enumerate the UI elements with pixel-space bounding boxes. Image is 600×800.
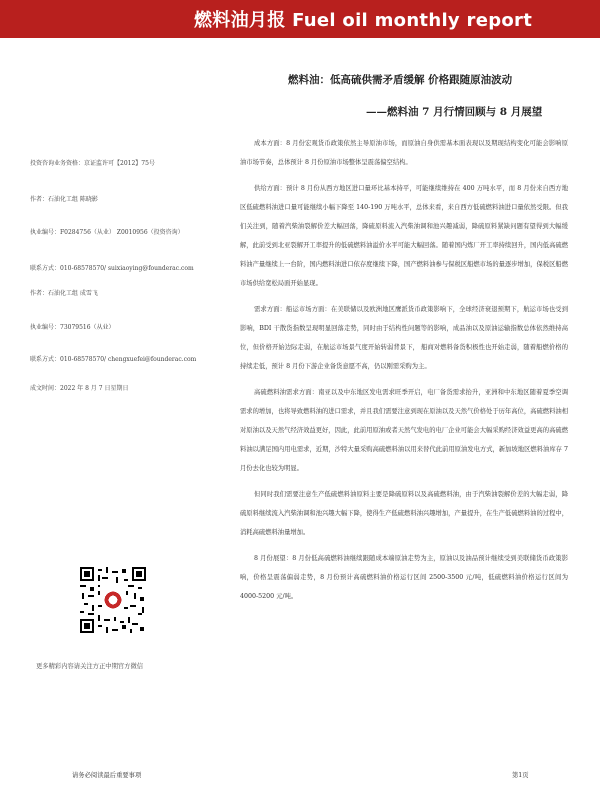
- author-2-ids: 执业编号：73079516（从业）: [30, 324, 115, 331]
- author-2: 作者：石油化工组 成雪飞: [30, 290, 98, 297]
- report-body: [240, 134, 568, 613]
- license-info: 投资咨询业务资格：京证监许可【2012】75号: [30, 160, 155, 167]
- report-date: 成文时间：2022 年 8 月 7 日星期日: [30, 385, 129, 392]
- author-1-ids: 执业编号：F0284756（从业） Z0010956（投资咨询）: [30, 229, 184, 236]
- report-subtitle: ——燃料油 7 月行情回顾与 8 月展望: [366, 106, 543, 118]
- page-number: 第1页: [512, 772, 529, 779]
- author-2-contact: 联系方式：010-68578570/ chengxuefei@founderac.com: [30, 356, 197, 363]
- paragraph-supply: 供给方面：预计 8 月份从西方地区进口量环比基本持平，可能继续维持在 400 万吨水平，而 8 月份来自西方地区低硫燃料油进口量可能继续小幅下降至 140-190 万吨水平，总体来看，来自西方低硫燃料油进口量依然受限。但我们关注到，随着汽柴油裂解价差大幅回落，降硫原料流入汽柴油调和池兴趣减弱，降硫原料紧缺问题有望得到大幅缓解，此前受到北亚裂解开工率提升的低硫燃料油溢价水平可能大幅回落。随着国内炼厂开工率持续回升，国内低高硫燃料油产量继续上一台阶，国内燃料油进口依存度继续下降，国产燃料油参与保税区船燃市场的量逐步增加，保税区船燃市场供给宽松局面开始显现。: [240, 185, 568, 287]
- paragraph-outlook: 8 月份展望：8 月份低高硫燃料油继续跟随成本端原油走势为主，原油以及油品预计继续受到美联储货币政策影响，价格呈震荡偏弱走势，8 月份预计高硫燃料油价格运行区间 2500-3500 元/吨，低硫燃料油价格运行区间为 4000-5200 元/吨。: [240, 555, 568, 600]
- wechat-qr-code: [80, 567, 146, 633]
- paragraph-low-sulfur-production: 但同时我们需要注意生产低硫燃料油原料主要是降硫原料以及高硫燃料油，由于汽柴油裂解价差的大幅走弱，降硫原料继续流入汽柴油调和池兴趣大幅下降，使得生产低硫燃料油兴趣增加，产量提升，在生产低硫燃料油的过程中，消耗高硫燃料油量增加。: [240, 491, 568, 536]
- paragraph-high-sulfur-demand: 高硫燃料油需求方面：南亚以及中东地区发电需求旺季开启，电厂备货需求抬升，亚洲和中东地区随着夏季空调需求的增加，也将导致燃料油的进口需求，并且我们需要注意到现在原油以及天然气价格处于历年高位，高硫燃料油相对原油以及天然气经济效益更好，因此，此前用原油或者天然气发电的电厂企业可能会大幅采购经济效益更高的高硫燃料油以满足国内用电需求，近期，沙特大量采购高硫燃料油以用来替代此前用原油发电方式，新加坡地区燃料油库存 7 月份去化也较为明显。: [240, 389, 568, 472]
- author-1: 作者：石油化工组 陈晓影: [30, 196, 98, 203]
- footer-notice: 请务必阅读最后重要事项: [72, 772, 142, 779]
- paragraph-cost: 成本方面：8 月份宏观货币政策依然主导原油市场，而原油自身供需基本面表现以及期现结构变化可能会影响原油市场节奏，总体预计 8 月份原油市场整体呈震荡偏空结构。: [240, 140, 568, 166]
- author-1-contact: 联系方式：010-68578570/ suixiaoying@founderac.com: [30, 265, 194, 272]
- banner-title: 燃料油月报 Fuel oil monthly report: [194, 10, 533, 31]
- paragraph-demand: 需求方面：船运市场方面：在美联储以及欧洲地区鹰派货币政策影响下，全球经济衰退预期下，航运市场也受到影响，BDI 干散货指数呈现明显回落走势，同时由于结构性问题等的影响，成品油以及原油运输指数总体依然维持高位，但价格开始边际走弱，在航运市场景气度开始转弱背景下， 船商对燃料备货积极性也开始走弱，随着船燃价格的持续走低，预计 8 月份下游企业备货意愿不高，仍以刚需采购为主。: [240, 306, 568, 370]
- report-banner: [0, 0, 600, 38]
- qr-caption: 更多精彩内容请关注方正中期官方微信: [36, 663, 144, 670]
- report-title: 燃料油：低高硫供需矛盾缓解 价格跟随原油波动: [288, 74, 513, 86]
